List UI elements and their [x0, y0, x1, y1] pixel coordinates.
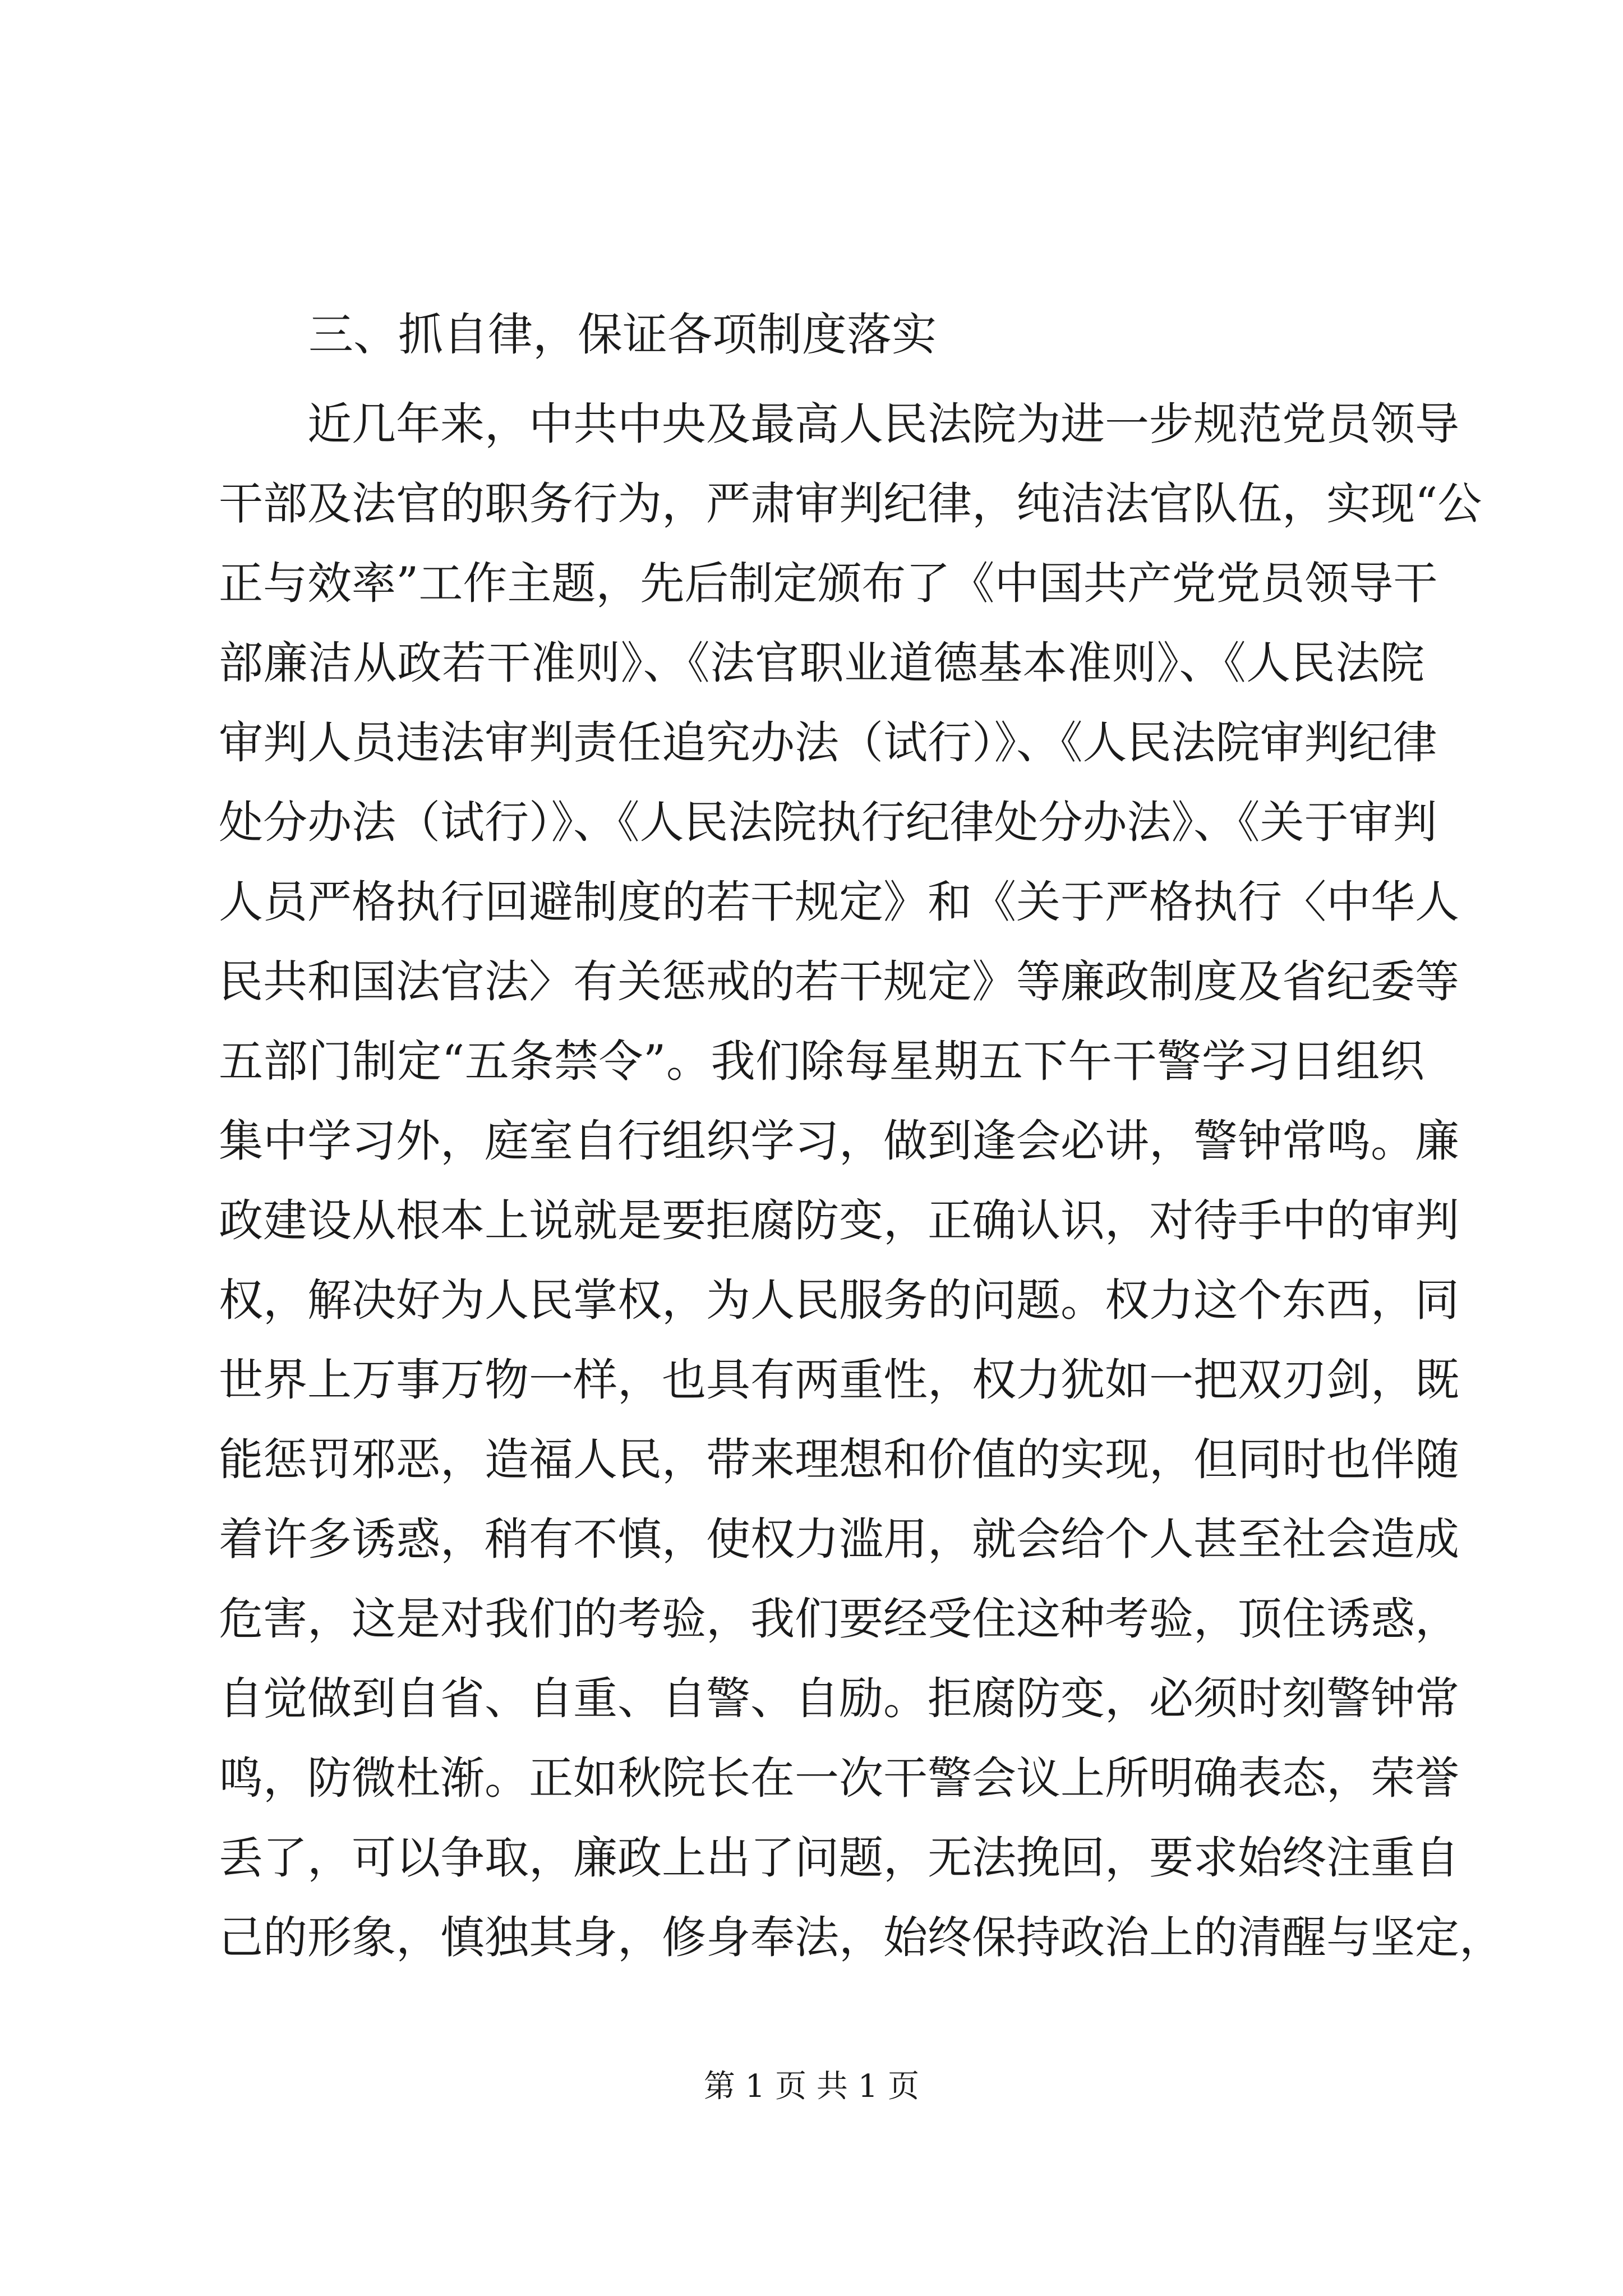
- paragraph-line: 审判人员违法审判责任追究办法（试行）》、《人民法院审判纪律: [219, 717, 1437, 769]
- paragraph-line: 己的形象，慎独其身，修身奉法，始终保持政治上的清醒与坚定，: [219, 1912, 1504, 1963]
- paragraph-line: 五部门制定“五条禁令”。我们除每星期五下午干警学习日组织: [219, 1036, 1424, 1087]
- paragraph-line: 部廉洁从政若干准则》、《法官职业道德基本准则》、《人民法院: [219, 637, 1424, 689]
- page-footer: 第 1 页 共 1 页: [703, 2068, 920, 2105]
- paragraph-line: 人员严格执行回避制度的若干规定》和《关于严格执行〈中华人: [219, 876, 1459, 928]
- paragraph-line: 处分办法（试行）》、《人民法院执行纪律处分办法》、《关于审判: [219, 797, 1437, 848]
- paragraph-line: 鸣，防微杜渐。正如秋院长在一次干警会议上所明确表态，荣誉: [219, 1752, 1459, 1804]
- paragraph-line: 政建设从根本上说就是要拒腐防变，正确认识，对待手中的审判: [219, 1195, 1459, 1246]
- paragraph-line: 近几年来，中共中央及最高人民法院为进一步规范党员领导: [307, 398, 1459, 450]
- paragraph-line: 自觉做到自省、自重、自警、自励。拒腐防变，必须时刻警钟常: [219, 1673, 1459, 1724]
- paragraph-line: 正与效率”工作主题，先后制定颁布了《中国共产党党员领导干: [219, 558, 1438, 609]
- paragraph-line: 危害，这是对我们的考验，我们要经受住这种考验，顶住诱惑，: [219, 1593, 1459, 1645]
- paragraph-line: 民共和国法官法〉有关惩戒的若干规定》等廉政制度及省纪委等: [219, 956, 1459, 1007]
- paragraph-line: 集中学习外，庭室自行组织学习，做到逢会必讲，警钟常鸣。廉: [219, 1115, 1459, 1167]
- paragraph-line: 能惩罚邪恶，造福人民，带来理想和价值的实现，但同时也伴随: [219, 1434, 1459, 1485]
- section-heading: 三、抓自律，保证各项制度落实: [308, 309, 937, 361]
- paragraph-line: 丢了，可以争取，廉政上出了问题，无法挽回，要求始终注重自: [219, 1832, 1459, 1884]
- paragraph-line: 干部及法官的职务行为，严肃审判纪律，纯洁法官队伍，实现“公: [219, 478, 1482, 530]
- paragraph-line: 着许多诱惑，稍有不慎，使权力滥用，就会给个人甚至社会造成: [219, 1513, 1459, 1565]
- body-paragraph: [219, 384, 1504, 1977]
- paragraph-line: 世界上万事万物一样，也具有两重性，权力犹如一把双刃剑，既: [219, 1354, 1459, 1406]
- paragraph-line: 权，解决好为人民掌权，为人民服务的问题。权力这个东西，同: [219, 1274, 1459, 1326]
